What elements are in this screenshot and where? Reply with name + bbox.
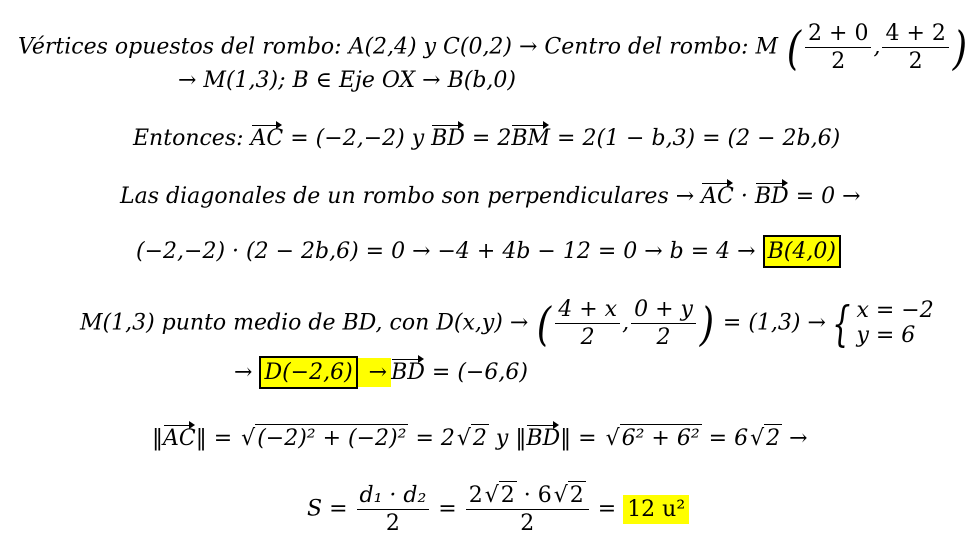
line-2 <box>178 70 516 92</box>
fraction-area-2 <box>466 484 589 535</box>
line-1: Vértices opuestos del rombo: A(2,4) y C(0,2) → Centro del rombo: M ( $\frac{2 + 0}{2}$ , $\frac{4 + 2}{2}$ ) <box>18 20 968 75</box>
fraction-1-num: 2 + 0 <box>805 22 871 48</box>
fraction-1-num: 4 + x <box>555 298 620 324</box>
line-5 <box>136 241 841 263</box>
sqrt-2: √2 <box>456 426 487 451</box>
vector-ac: AC <box>250 126 284 151</box>
vector-bd: BD <box>526 426 561 451</box>
sqrt-1-radicand: (−2)² + (−2)² <box>257 426 407 451</box>
sqrt-2-radicand: 2 <box>472 426 487 451</box>
result-b: B(4,0) <box>763 235 841 268</box>
line-8-mid: y <box>488 426 516 451</box>
sqrt-4: √2 <box>750 426 781 451</box>
close-paren: ) <box>952 20 968 75</box>
sqrt-3: √6² + 6² <box>605 426 700 451</box>
norm-open: ‖ <box>152 426 163 451</box>
line-4 <box>120 186 861 208</box>
line-7-post: = (−6,6) <box>424 360 528 385</box>
fraction-area-1 <box>357 484 430 535</box>
line-3-mid2: = 2 <box>464 126 512 151</box>
sqrt-6-radicand: 2 <box>569 483 584 508</box>
fraction-area-1-num: d₁ · d₂ <box>357 484 430 510</box>
sqrt-5: √2 <box>484 483 515 508</box>
open-paren: ( <box>786 20 802 75</box>
line-8-eq1: = <box>206 426 240 451</box>
result-area: 12 u² <box>623 495 689 524</box>
line-9 <box>307 484 689 535</box>
line-4-pre: Las diagonales de un rombo son perpendiculares → <box>120 184 702 209</box>
system-eq-1: x = −2 <box>856 298 934 324</box>
line-6: M(1,3) punto medio de BD, con D(x,y) → ( $\frac{4 + x}{2}$ , $\frac{0 + y}{2}$ ) = (1,3) → { x = −2 y = 6 <box>80 295 934 352</box>
fraction-area-1-den: 2 <box>385 511 400 537</box>
line-3-mid1: = (−2,−2) y <box>283 126 432 151</box>
line-3-post: = 2(1 − b,3) = (2 − 2b,6) <box>550 126 841 151</box>
line-3-pre: Entonces: <box>133 126 251 151</box>
sqrt-4-radicand: 2 <box>766 426 781 451</box>
fraction-1-den: 2 <box>831 49 846 75</box>
system <box>856 299 933 347</box>
sqrt-6: √2 <box>553 483 584 508</box>
line-7-arrow2: → <box>358 358 391 387</box>
vector-bd: BD <box>391 360 425 385</box>
fraction-2 <box>882 22 948 73</box>
line-8-eq4: = 6 <box>701 426 749 451</box>
fraction-2-den: 2 <box>908 49 923 75</box>
norm-open: ‖ <box>515 426 527 451</box>
fraction-1 <box>805 22 871 73</box>
fraction-area-2-num: 2√2 · 6√2 <box>466 484 589 510</box>
brace: { <box>832 295 851 352</box>
line-9-eq: = <box>431 496 464 522</box>
fraction-1 <box>555 298 620 349</box>
fraction-2-den: 2 <box>656 325 671 351</box>
line-8 <box>152 428 808 450</box>
line-2-text: → M(1,3); B ∈ Eje OX → B(b,0) <box>178 68 516 93</box>
vector-bm: BM <box>511 126 551 151</box>
vector-ac: AC <box>701 184 734 209</box>
fraction-area-2-den: 2 <box>520 511 535 537</box>
system-eq-2: y = 6 <box>856 322 916 348</box>
fraction-1-den: 2 <box>580 325 595 351</box>
sqrt-3-radicand: 6² + 6² <box>621 426 700 451</box>
line-8-eq3: = <box>571 426 604 451</box>
open-paren: ( <box>537 296 552 351</box>
vector-ac: AC <box>163 426 196 451</box>
line-6-post: = (1,3) → <box>715 310 826 336</box>
fraction-2-num: 0 + y <box>631 298 696 324</box>
vector-bd: BD <box>754 184 789 209</box>
close-paren: ) <box>699 296 715 351</box>
vector-bd: BD <box>431 126 465 151</box>
line-7 <box>234 362 528 384</box>
line-4-dot: · <box>733 184 755 209</box>
norm-close: ‖ <box>195 426 207 451</box>
line-6-pre: M(1,3) punto medio de BD, con D(x,y) → <box>80 310 529 336</box>
line-8-eq2: = 2 <box>408 426 455 451</box>
norm-close: ‖ <box>560 426 572 451</box>
line-9-eq2: = <box>590 496 624 522</box>
sqrt-1: √(−2)² + (−2)² <box>241 426 407 451</box>
line-9-s: S = <box>307 496 355 522</box>
line-1-text: Vértices opuestos del rombo: A(2,4) y C(0,2) → Centro del rombo: M <box>18 34 779 60</box>
line-7-arrow: → <box>234 360 260 385</box>
sqrt-5-radicand: 2 <box>500 483 515 508</box>
line-5-text: (−2,−2) · (2 − 2b,6) = 0 → −4 + 4b − 12 = 0 → b = 4 → <box>136 239 763 264</box>
line-3 <box>133 128 840 150</box>
fraction-2 <box>631 298 696 349</box>
result-d: D(−2,6) <box>259 356 357 389</box>
line-8-post: → <box>782 426 808 451</box>
line-4-post: = 0 → <box>788 184 861 209</box>
fraction-2-num: 4 + 2 <box>882 22 948 48</box>
